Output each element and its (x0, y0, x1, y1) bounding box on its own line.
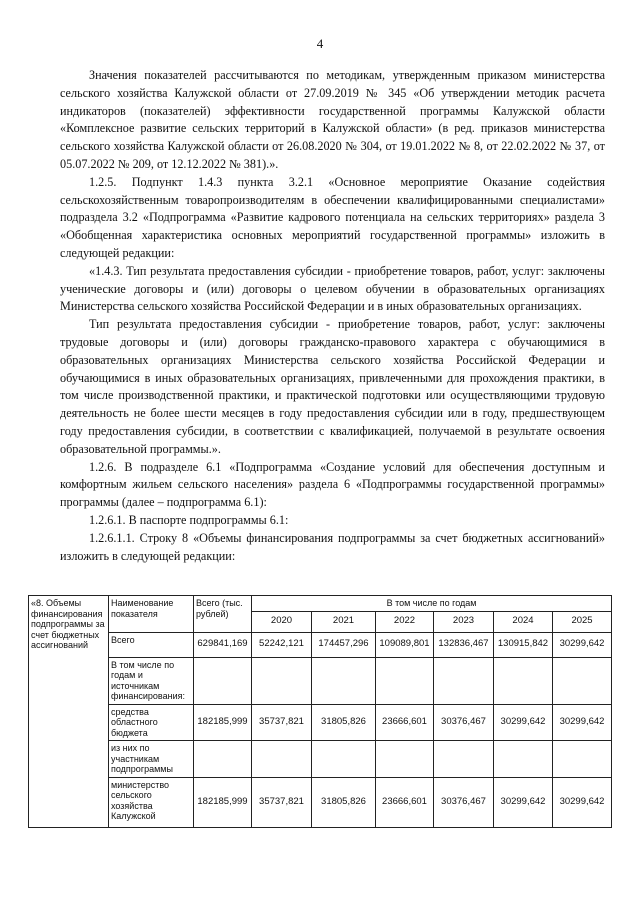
row-value (434, 741, 494, 778)
row-value: 130915,842 (494, 632, 553, 657)
financing-table (28, 595, 612, 828)
paragraph: 1.2.6. В подразделе 6.1 «Подпрограмма «Создание условий для обеспечения доступным и комфортным жильем сельского населения» раздела 6 «Подпрограммы государственной программы» программы (далее – подпрограмма 6.1): (60, 459, 605, 510)
row-value: 132836,467 (434, 632, 494, 657)
table-row (29, 704, 612, 741)
row-value (312, 657, 376, 704)
row-value: 30299,642 (553, 777, 612, 827)
row-value (553, 741, 612, 778)
table-row (29, 741, 612, 778)
table-row (29, 777, 612, 827)
row-total (194, 741, 252, 778)
row-value: 35737,821 (252, 704, 312, 741)
header-year: 2025 (553, 611, 612, 632)
row-total: 182185,999 (194, 777, 252, 827)
header-year: 2021 (312, 611, 376, 632)
row-value: 30299,642 (553, 704, 612, 741)
row-value: 31805,826 (312, 777, 376, 827)
row-value: 31805,826 (312, 704, 376, 741)
row-value: 30299,642 (494, 777, 553, 827)
paragraph: Значения показателей рассчитываются по методикам, утвержденным приказом министерства сельского хозяйства Калужской области от 27.09.2019 № 345 «Об утверждении методик расчета индикаторов (показателей) эффективности государственной программы Калужской области «Комплексное развитие сельских территорий в Калужской области» (в ред. приказов министерства сельского хозяйства Калужской области от 26.08.2020 № 304, от 19.01.2022 № 8, от 22.02.2022 № 37, от 05.07.2022 № 209, от 12.12.2022 № 381).». (60, 68, 605, 171)
row-value: 30376,467 (434, 704, 494, 741)
header-years-group: В том числе по годам (252, 596, 612, 612)
row-value (252, 741, 312, 778)
row-name: В том числе по годам и источникам финансирования: (109, 657, 194, 704)
row-value (252, 657, 312, 704)
row-name: из них по участникам подпрограммы (109, 741, 194, 778)
row-value: 52242,121 (252, 632, 312, 657)
header-year: 2023 (434, 611, 494, 632)
paragraph: 1.2.6.1.1. Строку 8 «Объемы финансирования подпрограммы за счет бюджетных ассигнований» изложить в следующей редакции: (60, 530, 605, 563)
page-bottom-margin (0, 832, 640, 905)
row-name: средства областного бюджета (109, 704, 194, 741)
row-label-cell: «8. Объемы финансирования подпрограммы за счет бюджетных ассигнований (29, 596, 109, 828)
row-value (376, 741, 434, 778)
header-total: Всего (тыс. рублей) (194, 596, 252, 633)
row-value (494, 657, 553, 704)
paragraph: «1.4.3. Тип результата предоставления субсидии - приобретение товаров, работ, услуг: заключены ученические договоры и (или) договоры о целевом обучении в образовательных организациях Министерства сельского хозяйства Российской Федерации и в иных образовательных организациях. (60, 263, 605, 314)
header-year: 2024 (494, 611, 553, 632)
row-name: министерство сельского хозяйства Калужской (109, 777, 194, 827)
row-value: 35737,821 (252, 777, 312, 827)
row-value: 109089,801 (376, 632, 434, 657)
paragraph: 1.2.6.1. В паспорте подпрограммы 6.1: (89, 512, 289, 527)
header-year: 2020 (252, 611, 312, 632)
document-body (60, 67, 605, 565)
row-name: Всего (109, 632, 194, 657)
row-value (553, 657, 612, 704)
header-year: 2022 (376, 611, 434, 632)
row-value (376, 657, 434, 704)
page-number: 4 (316, 36, 324, 51)
row-value (312, 741, 376, 778)
row-value: 30299,642 (553, 632, 612, 657)
row-value: 30299,642 (494, 704, 553, 741)
row-total: 182185,999 (194, 704, 252, 741)
row-value (434, 657, 494, 704)
row-value: 174457,296 (312, 632, 376, 657)
table-row (29, 632, 612, 657)
row-total: 629841,169 (194, 632, 252, 657)
table-row (29, 657, 612, 704)
row-value (494, 741, 553, 778)
row-value: 23666,601 (376, 777, 434, 827)
paragraph: 1.2.5. Подпункт 1.4.3 пункта 3.2.1 «Основное мероприятие Оказание содействия сельскохозяйственным товаропроизводителям в обеспечении квалифицированными специалистами» подраздела 3.2 «Подпрограмма «Развитие кадрового потенциала на сельских территориях» раздела 3 «Обобщенная характеристика основных мероприятий государственной программы» изложить в следующей редакции: (60, 174, 605, 260)
row-total (194, 657, 252, 704)
header-name: Наименование показателя (109, 596, 194, 633)
row-value: 23666,601 (376, 704, 434, 741)
paragraph: Тип результата предоставления субсидии - приобретение товаров, работ, услуг: заключены трудовые договоры и (или) договоры гражданско-правового характера с обучающимися в образовательных организациях Министерства сельского хозяйства Российской Федерации и обучающимися в иных образовательных организациях, привлеченными для прохождения практики, в том числе производственной практики, и практической подготовки или осуществляющими трудовую деятельность не более шести месяцев в году предоставления субсидии или в году, предшествующем году предоставления субсидии, в соответствии с квалификацией, получаемой в результате освоения образовательной программы.». (60, 317, 605, 456)
row-value: 30376,467 (434, 777, 494, 827)
